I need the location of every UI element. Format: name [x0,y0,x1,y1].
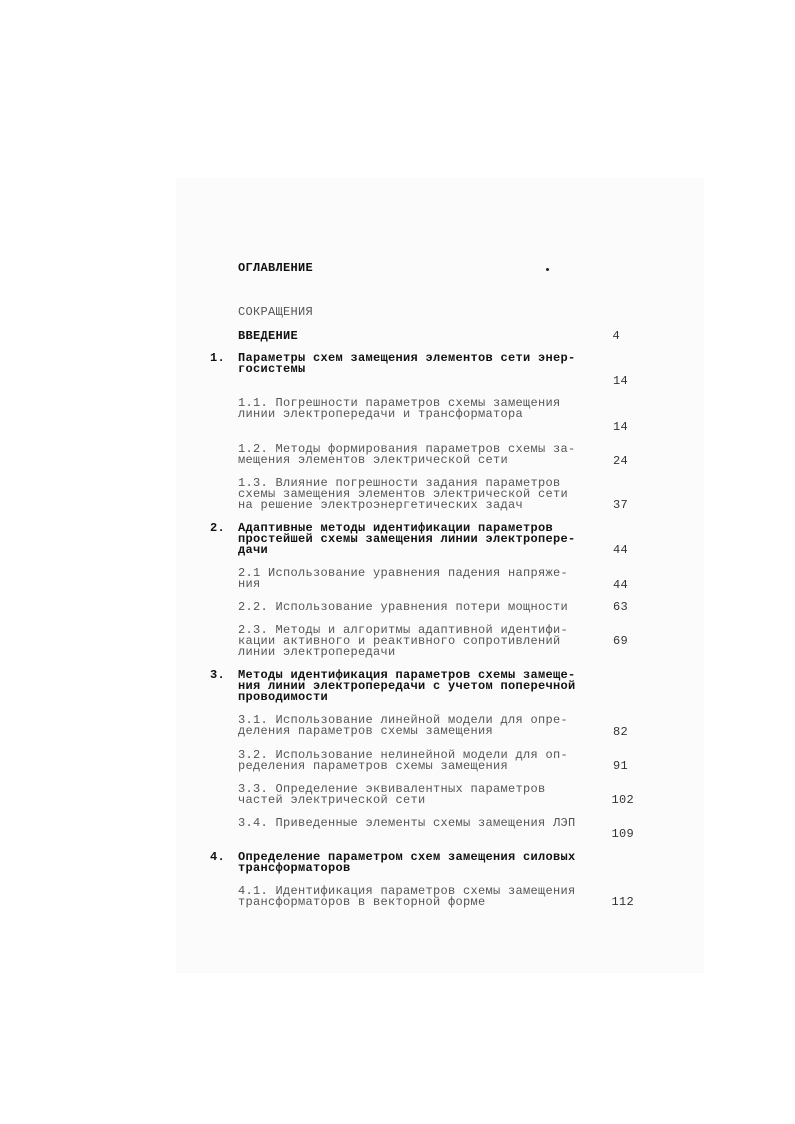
chapter-title-line: проводимости [238,690,329,704]
section-page: 44 [612,578,628,592]
section-line: 3.3. Определение эквивалентных параметров [238,782,546,796]
section-line: 3.1. Использование линейной модели для опре- [238,713,569,727]
section-line: мещения элементов электрической сети [238,453,509,467]
section-line: 1.3. Влияние погрешности задания параметров [238,476,561,490]
section-page: 91 [612,759,628,773]
chapter-title-line: госистемы [238,362,306,376]
intro-heading: ВВЕДЕНИЕ [238,329,299,343]
intro-page: 4 [612,329,620,343]
section-line: линии электропередачи [238,645,396,659]
section-line: 1.2. Методы формирования параметров схемы за- [238,442,576,456]
chapter-number: 1. [210,351,226,365]
chapter-title-line: Параметры схем замещения элементов сети энер- [238,351,576,365]
section-line: 1.1. Погрешности параметров схемы замещения [238,396,561,410]
chapter-title-line: Определение параметром схем замещения силовых [238,850,576,864]
chapter-title-line: простейшей схемы замещения линии электропере- [238,532,576,546]
section-page: 24 [612,454,628,468]
section-line: 2.3. Методы и алгоритмы адаптивной идентифи- [238,623,569,637]
section-page: 14 [612,420,628,434]
section-line: линии электропередачи и трансформатора [238,407,524,421]
page-title: ОГЛАВЛЕНИЕ [238,261,314,275]
chapter-title-line: ния линии электропередачи с учетом поперечной [238,679,576,693]
chapter-number: 4. [210,850,226,864]
chapter-title-line: трансформаторов [238,861,351,875]
section-line: схемы замещения элементов электрической сети [238,487,569,501]
chapter-page: 44 [612,543,628,557]
chapter-title-line: Методы идентификация параметров схемы замеще- [238,668,576,682]
section-page: 82 [612,725,628,739]
section-page: 63 [612,600,628,614]
section-line: 4.1. Идентификация параметров схемы замещения [238,884,576,898]
section-page: 102 [611,793,634,807]
section-line: ния [238,577,261,591]
section-line: деления параметров схемы замещения [238,724,494,738]
chapter-title-line: дачи [238,543,269,557]
abbreviations-heading: СОКРАЩЕНИЯ [238,305,314,319]
section-page: 112 [611,895,634,909]
section-line: 3.4. Приведенные элементы схемы замещения ЛЭП [238,816,576,830]
section-line: 3.2. Использование нелинейной модели для оп- [238,748,569,762]
section-line: на решение электроэнергетических задач [238,498,524,512]
section-page: 109 [611,827,634,841]
section-line: частей электрической сети [238,793,426,807]
section-line: 2.1 Использование уравнения падения напряже- [238,566,569,580]
chapter-title-line: Адаптивные методы идентификации параметров [238,521,554,535]
chapter-number: 2. [210,521,226,535]
chapter-number: 3. [210,668,226,682]
section-line: 2.2. Использование уравнения потери мощности [238,600,569,614]
section-line: ределения параметров схемы замещения [238,759,509,773]
chapter-page: 14 [612,374,628,388]
section-page: 37 [612,498,628,512]
section-page: 69 [612,634,628,648]
stray-dot [546,268,549,271]
section-line: трансформаторов в векторной форме [238,895,486,909]
section-line: кации активного и реактивного сопротивлений [238,634,561,648]
